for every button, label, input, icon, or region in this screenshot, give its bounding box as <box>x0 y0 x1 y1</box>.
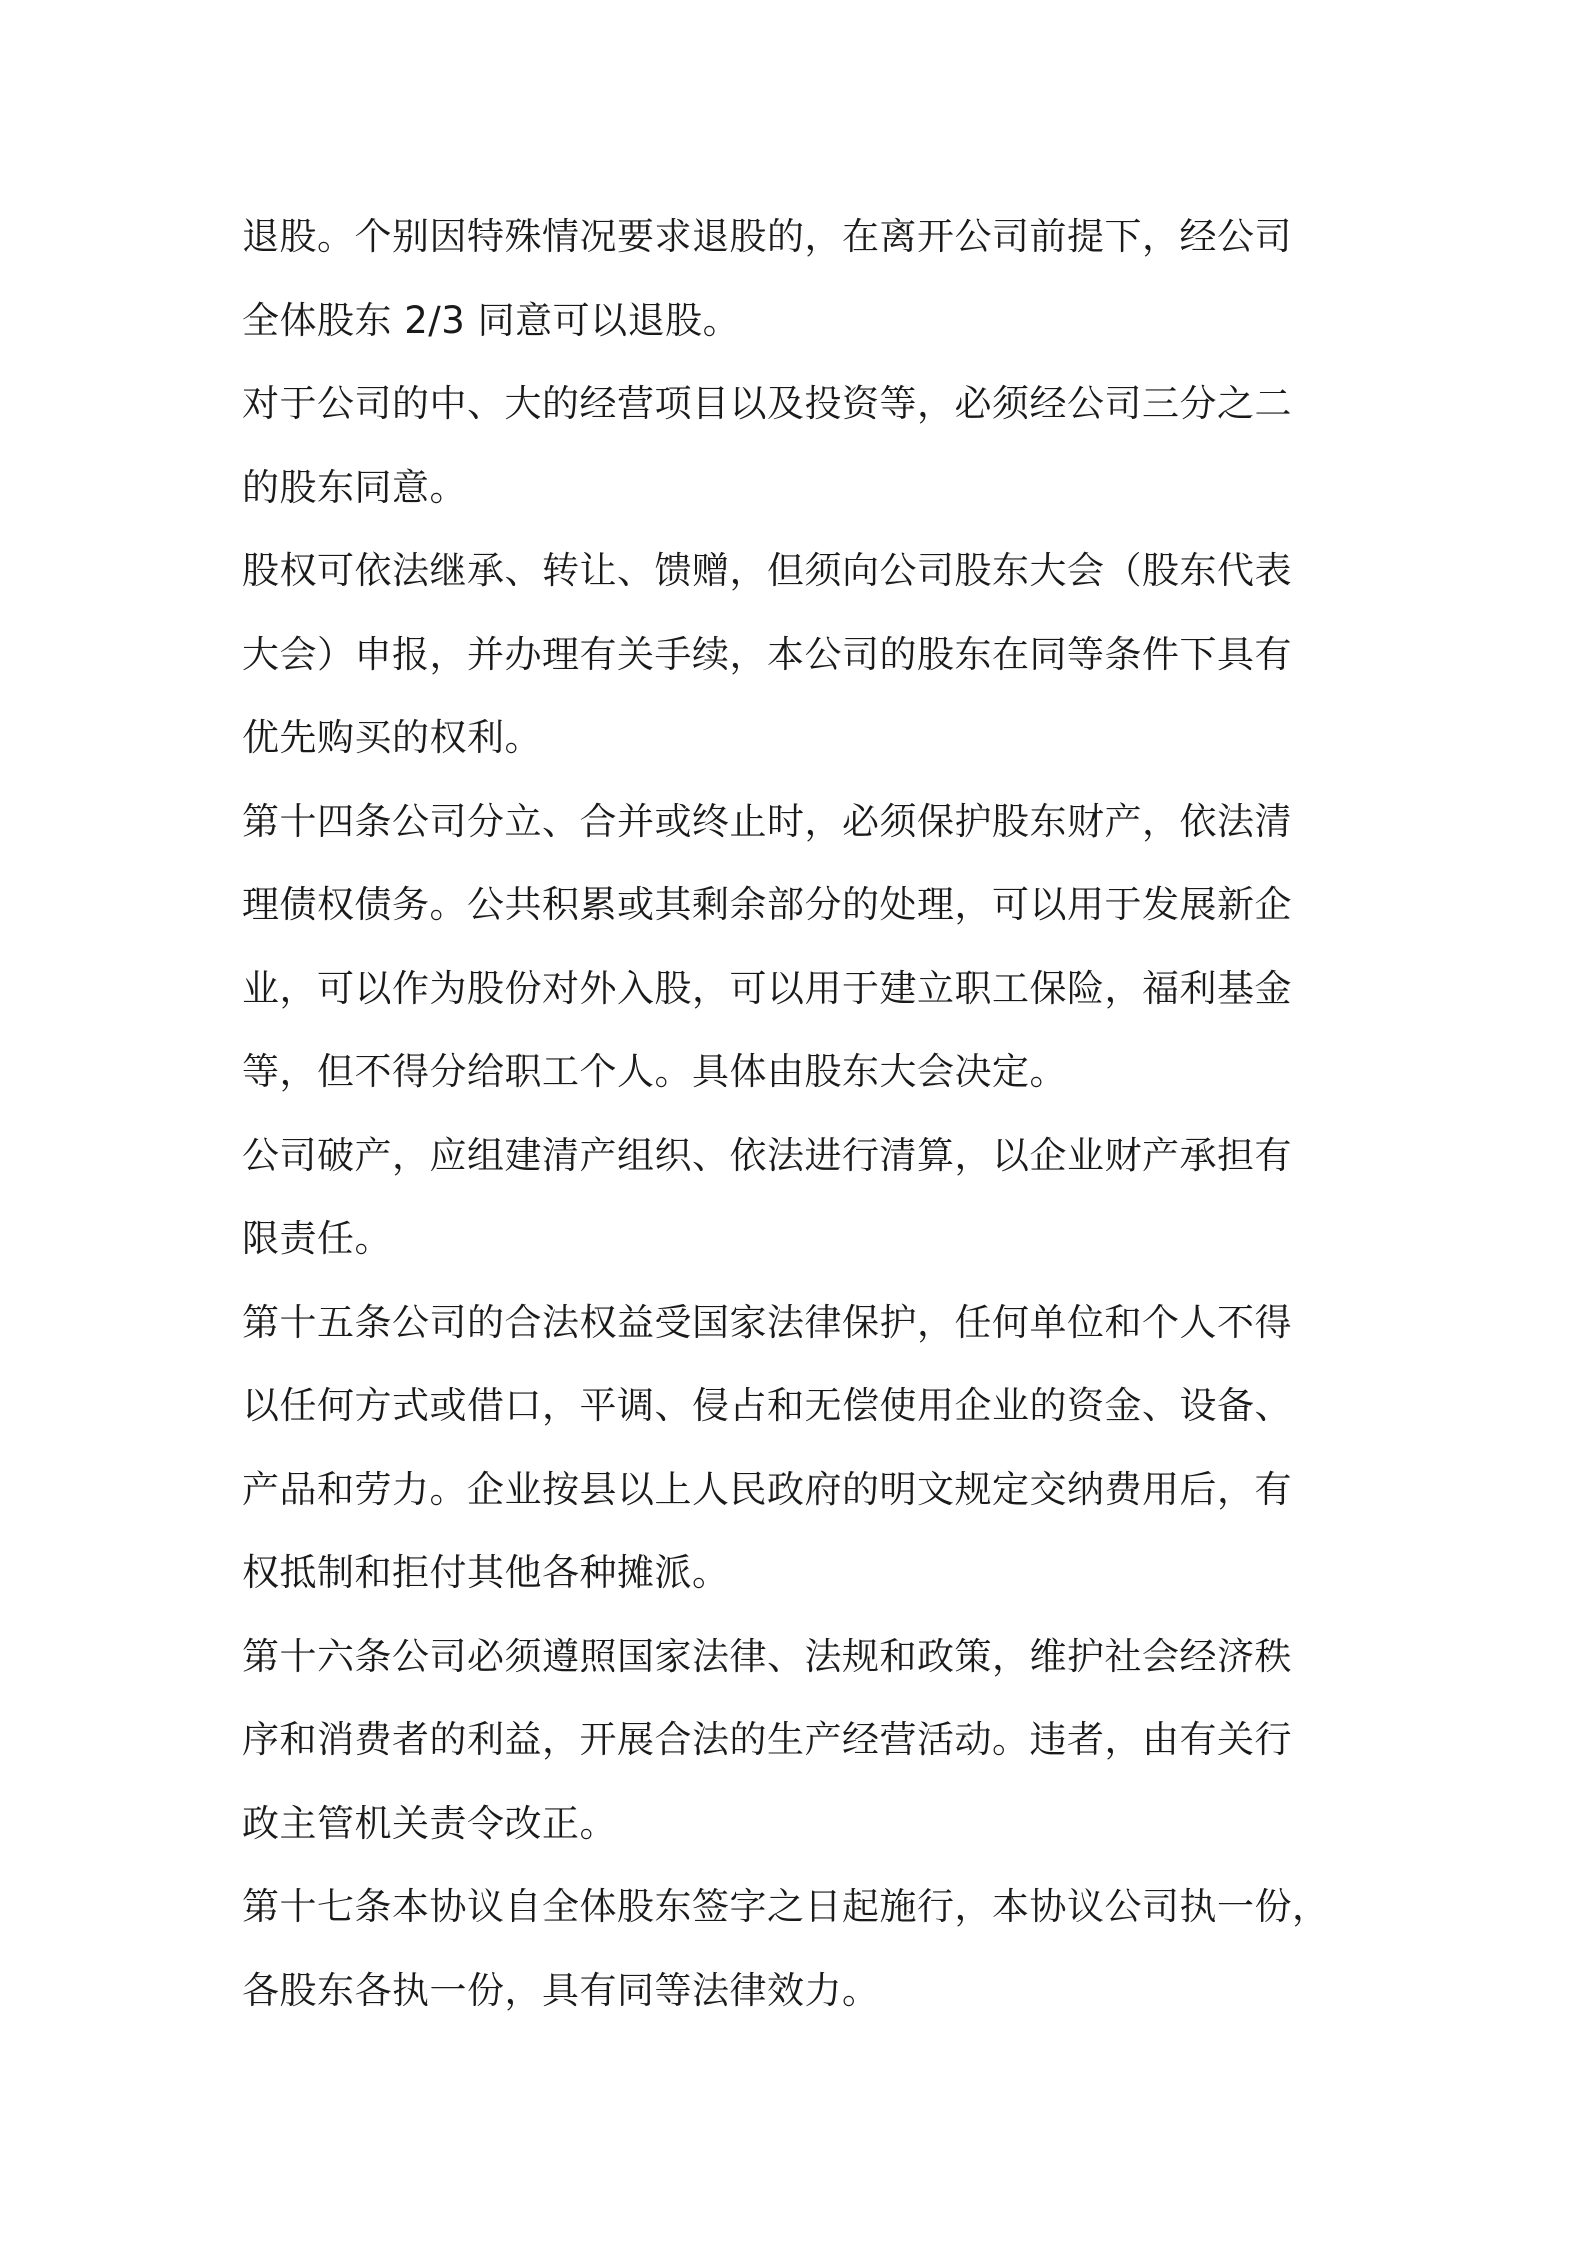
text-line: 限责任。 <box>242 1217 392 1260</box>
text-line: 股权可依法继承、转让、馈赠，但须向公司股东大会（股东代表 <box>242 549 1292 592</box>
text-line: 优先购买的权利。 <box>242 716 542 759</box>
text-line: 第十四条公司分立、合并或终止时，必须保护股东财产，依法清 <box>242 799 1292 843</box>
text-line: 的股东同意。 <box>242 465 467 509</box>
text-line: 各股东各执一份，具有同等法律效力。 <box>242 1968 880 2012</box>
text-line: 全体股东 2/3 同意可以退股。 <box>242 298 741 342</box>
text-line: 第十五条公司的合法权益受国家法律保护，任何单位和个人不得 <box>242 1300 1292 1344</box>
text-line: 大会）申报，并办理有关手续，本公司的股东在同等条件下具有 <box>242 632 1292 676</box>
text-line: 序和消费者的利益，开展合法的生产经营活动。违者，由有关行 <box>242 1718 1292 1761</box>
text-line: 理债权债务。公共积累或其剩余部分的处理，可以用于发展新企 <box>242 883 1292 926</box>
text-line: 第十六条公司必须遵照国家法律、法规和政策，维护社会经济秩 <box>242 1634 1292 1678</box>
text-line: 产品和劳力。企业按县以上人民政府的明文规定交纳费用后，有 <box>242 1467 1292 1511</box>
text-line: 第十七条本协议自全体股东签字之日起施行，本协议公司执一份， <box>242 1885 1330 1928</box>
document-body <box>242 195 1362 2032</box>
text-line: 以任何方式或借口，平调、侵占和无偿使用企业的资金、设备、 <box>242 1384 1292 1427</box>
text-line: 退股。个别因特殊情况要求退股的，在离开公司前提下，经公司 <box>242 215 1292 258</box>
text-line: 政主管机关责令改正。 <box>242 1801 617 1845</box>
text-line: 对于公司的中、大的经营项目以及投资等，必须经公司三分之二 <box>242 382 1292 425</box>
text-line: 公司破产，应组建清产组织、依法进行清算，以企业财产承担有 <box>242 1133 1292 1177</box>
text-line: 权抵制和拒付其他各种摊派。 <box>242 1551 730 1594</box>
text-line: 业，可以作为股份对外入股，可以用于建立职工保险，福利基金 <box>242 966 1292 1010</box>
text-line: 等，但不得分给职工个人。具体由股东大会决定。 <box>242 1050 1067 1093</box>
